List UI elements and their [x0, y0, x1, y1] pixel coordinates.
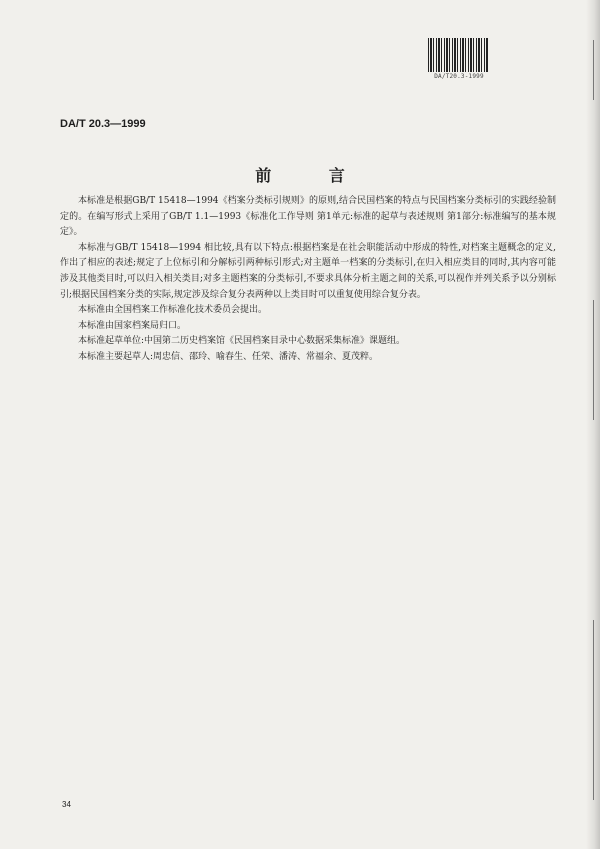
page-number: 34	[62, 800, 71, 809]
page-title: 前 言	[255, 166, 371, 185]
paragraph: 本标准由全国档案工作标准化技术委员会提出。	[78, 305, 268, 316]
paragraph: 本标准与GB/T 15418—1994 相比较,具有以下特点:根据档案是在社会职能活动中形成的特性,对档案主题概念的定义,作出了相应的表述;规定了上位标引和分解标引两种标引形式;对主题单一档案的分类标引,在归入相应类目的同时,其内容可能涉及其他类目时,可以归入相关类目;对多主题档案的分类标引,不要求具体分析主题之间的关系,可以视作并列关系予以分别标引;根据民国档案分类的实际,规定涉及综合复分表两种以上类目时可以重复使用综合复分表。	[60, 242, 556, 300]
paragraph: 本标准起草单位:中国第二历史档案馆《民国档案目录中心数据采集标准》课题组。	[78, 336, 406, 347]
standard-code: DA/T 20.3—1999	[60, 118, 146, 130]
barcode-image	[428, 38, 488, 72]
foreword-body	[60, 194, 556, 366]
paragraph: 本标准主要起草人:周忠信、邵玲、喻春生、任荣、潘涛、常福余、夏茂粹。	[78, 351, 379, 362]
paragraph: 本标准由国家档案局归口。	[78, 320, 187, 331]
scan-mark	[593, 620, 594, 800]
scan-mark	[593, 40, 594, 100]
barcode-label: DA/T20.3-1999	[434, 73, 484, 80]
paragraph: 本标准是根据GB/T 15418—1994《档案分类标引规则》的原则,结合民国档案的特点与民国档案分类标引的实践经验制定的。在编写形式上采用了GB/T 1.1—1993《标准化工作导则 第1单元:标准的起草与表述规则 第1部分:标准编写的基本规定》。	[60, 196, 556, 238]
scan-mark	[593, 300, 594, 420]
